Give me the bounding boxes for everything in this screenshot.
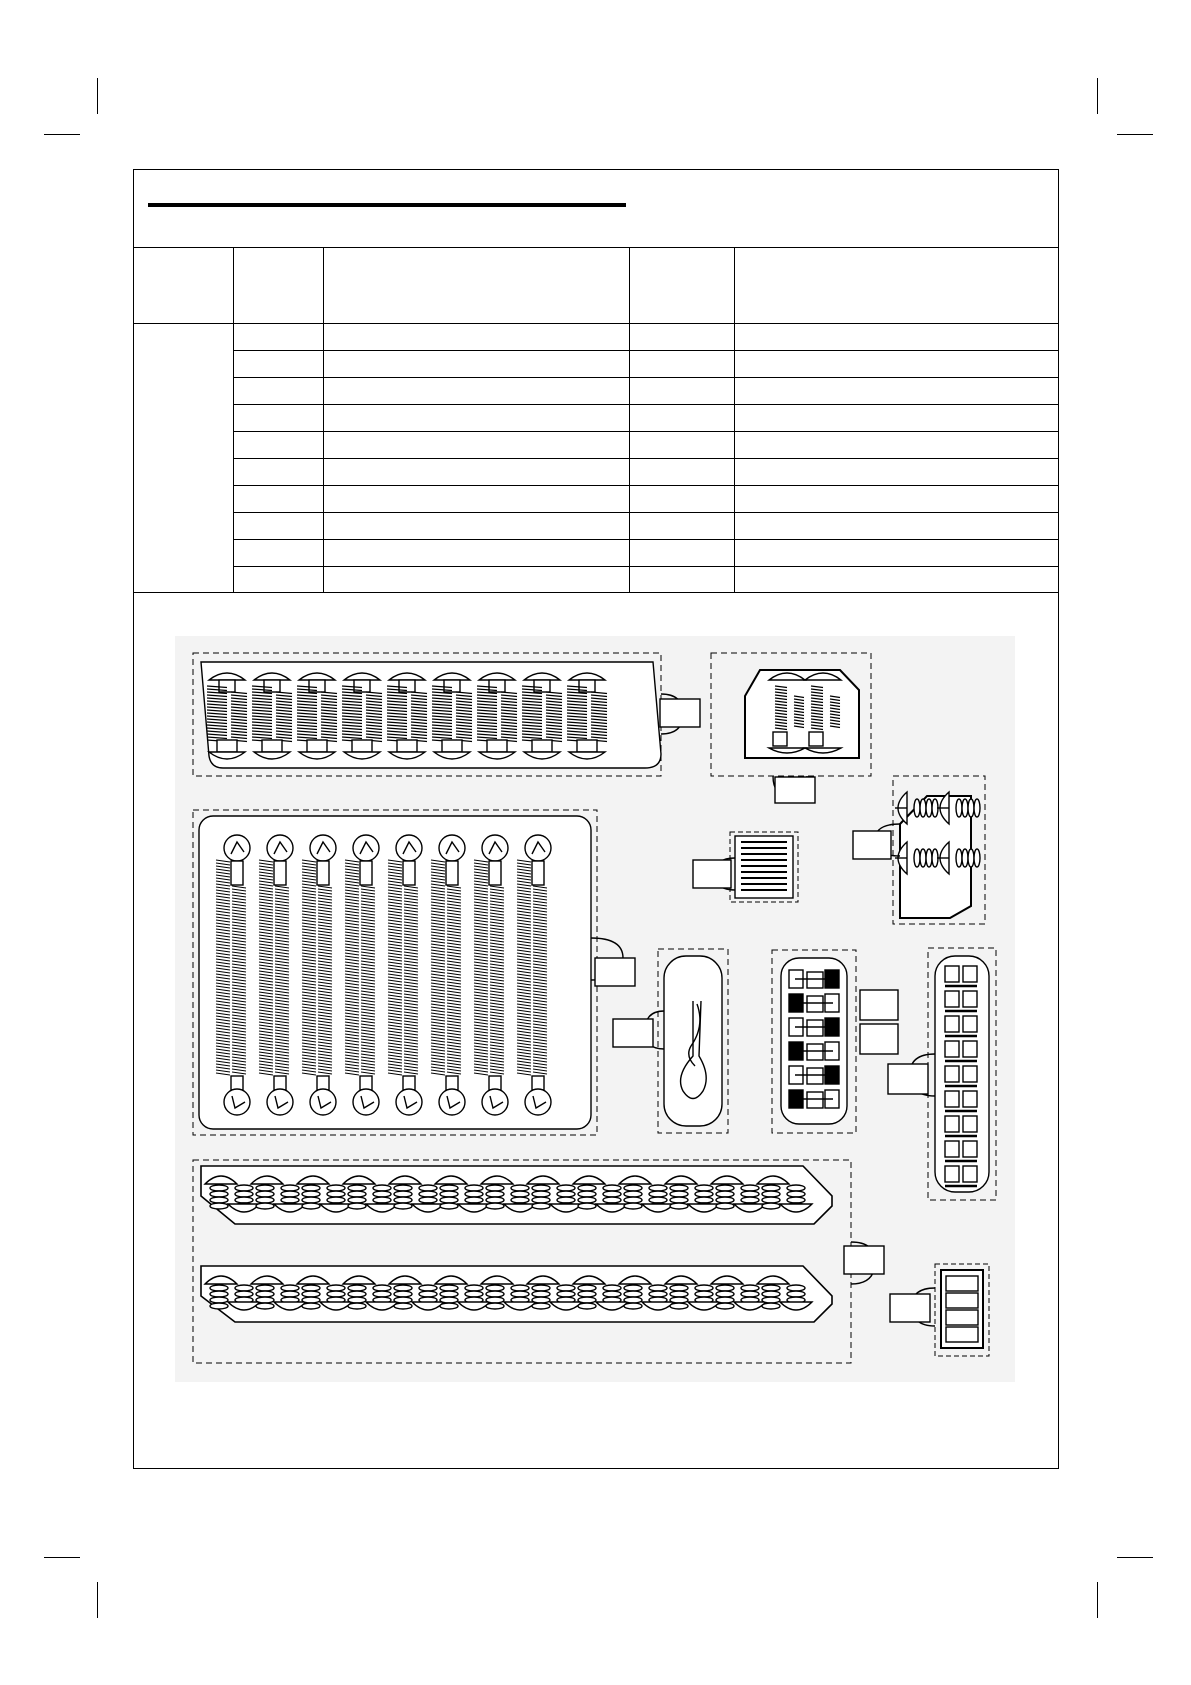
part-label-box: [888, 1064, 928, 1094]
title-underline: [148, 203, 626, 207]
part-label-box: [660, 699, 700, 727]
part-label-box: [860, 990, 898, 1020]
crop-mark-bottom-left-h: [44, 1557, 80, 1558]
part-label-box: [853, 831, 891, 859]
part-label-box: [775, 777, 815, 803]
hardware-pack-illustration: [175, 636, 1015, 1382]
long-screw-blister: [193, 810, 635, 1135]
part-label-box: [844, 1246, 884, 1274]
crop-mark-top-left-v: [97, 78, 98, 114]
crop-mark-top-left-h: [44, 134, 80, 135]
part-label-box: [860, 1024, 898, 1054]
part-label-box: [595, 958, 635, 986]
part-label-box: [693, 860, 731, 888]
part-label-box: [890, 1294, 930, 1322]
crop-mark-bottom-right-v: [1097, 1582, 1098, 1618]
crop-mark-bottom-right-h: [1117, 1557, 1153, 1558]
crop-mark-top-right-h: [1117, 134, 1153, 135]
screw-blister-row-top: [193, 653, 700, 776]
parts-table: [134, 247, 1058, 593]
crop-mark-bottom-left-v: [97, 1582, 98, 1618]
part-label-box: [613, 1019, 653, 1047]
crop-mark-top-right-v: [1097, 78, 1098, 114]
